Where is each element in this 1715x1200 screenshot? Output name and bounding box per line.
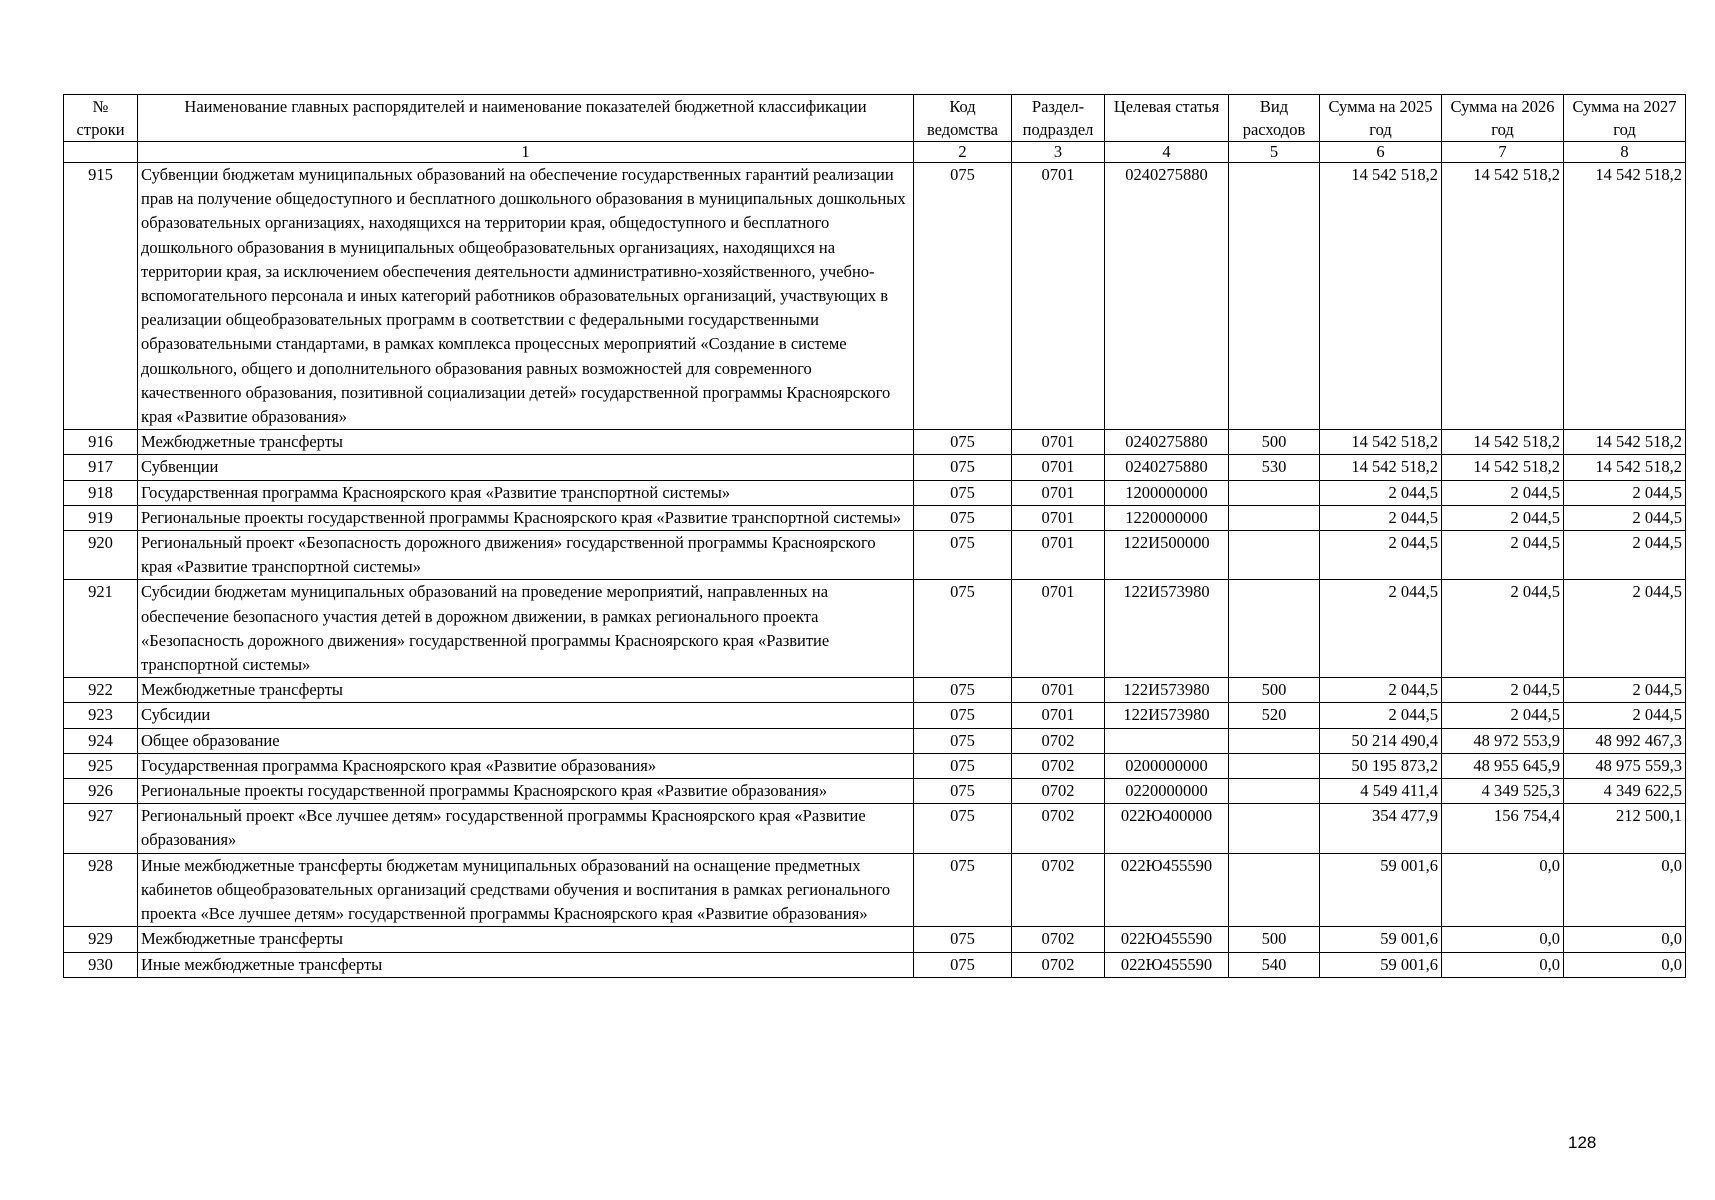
row-sum-2025: 2 044,5 (1320, 505, 1442, 530)
row-sum-2025: 59 001,6 (1320, 853, 1442, 927)
row-sum-2026: 2 044,5 (1442, 505, 1564, 530)
row-section-code: 0701 (1012, 580, 1105, 678)
row-section-code: 0701 (1012, 430, 1105, 455)
table-header (64, 95, 1686, 163)
table-row (64, 163, 1686, 430)
row-target-code: 122И573980 (1105, 678, 1229, 703)
row-name: Иные межбюджетные трансферты (138, 952, 914, 977)
row-dept-code: 075 (914, 853, 1012, 927)
column-number: 4 (1105, 142, 1229, 163)
row-sum-2027: 48 975 559,3 (1564, 753, 1686, 778)
row-number: 925 (64, 753, 138, 778)
row-section-code: 0702 (1012, 779, 1105, 804)
row-number: 917 (64, 455, 138, 480)
table-row (64, 678, 1686, 703)
column-number: 7 (1442, 142, 1564, 163)
row-name: Региональные проекты государственной программы Красноярского края «Развитие транспортной системы» (138, 505, 914, 530)
row-number: 922 (64, 678, 138, 703)
header-expense: Вид расходов (1229, 95, 1320, 142)
column-number (64, 142, 138, 163)
row-number: 919 (64, 505, 138, 530)
column-number-row (64, 142, 1686, 163)
row-sum-2026: 4 349 525,3 (1442, 779, 1564, 804)
row-sum-2025: 2 044,5 (1320, 480, 1442, 505)
row-section-code: 0701 (1012, 505, 1105, 530)
row-dept-code: 075 (914, 927, 1012, 952)
row-sum-2027: 14 542 518,2 (1564, 430, 1686, 455)
column-number: 5 (1229, 142, 1320, 163)
row-target-code: 1220000000 (1105, 505, 1229, 530)
row-expense-code: 500 (1229, 678, 1320, 703)
row-dept-code: 075 (914, 753, 1012, 778)
row-name: Общее образование (138, 728, 914, 753)
column-number: 6 (1320, 142, 1442, 163)
row-section-code: 0702 (1012, 853, 1105, 927)
table-row (64, 480, 1686, 505)
row-target-code: 0200000000 (1105, 753, 1229, 778)
row-name: Государственная программа Красноярского края «Развитие транспортной системы» (138, 480, 914, 505)
row-sum-2025: 59 001,6 (1320, 927, 1442, 952)
column-number: 3 (1012, 142, 1105, 163)
row-number: 924 (64, 728, 138, 753)
row-number: 916 (64, 430, 138, 455)
table-row (64, 728, 1686, 753)
row-sum-2027: 0,0 (1564, 952, 1686, 977)
header-section: Раздел-подраздел (1012, 95, 1105, 142)
row-section-code: 0701 (1012, 678, 1105, 703)
row-number: 915 (64, 163, 138, 430)
row-dept-code: 075 (914, 430, 1012, 455)
row-section-code: 0701 (1012, 480, 1105, 505)
row-expense-code: 500 (1229, 927, 1320, 952)
row-number: 918 (64, 480, 138, 505)
header-dept: Код ведомства (914, 95, 1012, 142)
row-sum-2027: 2 044,5 (1564, 531, 1686, 580)
row-sum-2027: 2 044,5 (1564, 580, 1686, 678)
row-sum-2025: 354 477,9 (1320, 804, 1442, 853)
row-name: Субвенции (138, 455, 914, 480)
row-target-code: 022Ю400000 (1105, 804, 1229, 853)
row-number: 928 (64, 853, 138, 927)
row-target-code: 1200000000 (1105, 480, 1229, 505)
row-name: Государственная программа Красноярского края «Развитие образования» (138, 753, 914, 778)
row-name: Межбюджетные трансферты (138, 927, 914, 952)
table-row (64, 505, 1686, 530)
row-section-code: 0702 (1012, 804, 1105, 853)
row-sum-2027: 48 992 467,3 (1564, 728, 1686, 753)
row-number: 927 (64, 804, 138, 853)
row-sum-2025: 59 001,6 (1320, 952, 1442, 977)
row-target-code: 0240275880 (1105, 430, 1229, 455)
row-sum-2026: 0,0 (1442, 952, 1564, 977)
row-dept-code: 075 (914, 678, 1012, 703)
row-name: Региональный проект «Безопасность дорожного движения» государственной программы Красноярского края «Развитие транспортной системы» (138, 531, 914, 580)
row-sum-2026: 2 044,5 (1442, 580, 1564, 678)
row-sum-2026: 2 044,5 (1442, 678, 1564, 703)
table-row (64, 430, 1686, 455)
row-expense-code (1229, 505, 1320, 530)
row-sum-2025: 2 044,5 (1320, 703, 1442, 728)
row-dept-code: 075 (914, 455, 1012, 480)
row-number: 930 (64, 952, 138, 977)
row-name: Субвенции бюджетам муниципальных образований на обеспечение государственных гарантий реализации прав на получение общедоступного и бесплатного дошкольного образования в муниципальных дошкольных образовательных организациях, находящихся на территории края, общедоступного и бесплатного дошкольного образования в муниципальных общеобразовательных организациях, находящихся на территории края, за исключением обеспечения деятельности административно-хозяйственного, учебно-вспомогательного персонала и иных категорий работников образовательных организаций, участвующих в реализации общеобразовательных программ в соответствии с федеральными государственными образовательными стандартами, в рамках комплекса процессных мероприятий «Создание в системе дошкольного, общего и дополнительного образования равных возможностей для современного качественного образования, позитивной социализации детей» государственной программы Красноярского края «Развитие образования» (138, 163, 914, 430)
row-sum-2025: 50 195 873,2 (1320, 753, 1442, 778)
row-expense-code (1229, 163, 1320, 430)
column-number: 8 (1564, 142, 1686, 163)
table-row (64, 952, 1686, 977)
row-sum-2027: 2 044,5 (1564, 703, 1686, 728)
row-dept-code: 075 (914, 505, 1012, 530)
row-dept-code: 075 (914, 163, 1012, 430)
row-sum-2027: 2 044,5 (1564, 678, 1686, 703)
row-sum-2025: 4 549 411,4 (1320, 779, 1442, 804)
row-sum-2027: 2 044,5 (1564, 480, 1686, 505)
table-row (64, 804, 1686, 853)
header-name: Наименование главных распорядителей и наименование показателей бюджетной классификации (138, 95, 914, 142)
header-target: Целевая статья (1105, 95, 1229, 142)
header-sum-2027: Сумма на 2027 год (1564, 95, 1686, 142)
row-sum-2026: 48 972 553,9 (1442, 728, 1564, 753)
row-sum-2026: 14 542 518,2 (1442, 455, 1564, 480)
row-sum-2026: 2 044,5 (1442, 703, 1564, 728)
row-expense-code (1229, 779, 1320, 804)
table-body (64, 163, 1686, 978)
row-sum-2027: 14 542 518,2 (1564, 163, 1686, 430)
row-expense-code: 500 (1229, 430, 1320, 455)
row-section-code: 0701 (1012, 455, 1105, 480)
row-expense-code (1229, 580, 1320, 678)
row-name: Региональный проект «Все лучшее детям» государственной программы Красноярского края «Развитие образования» (138, 804, 914, 853)
row-sum-2026: 14 542 518,2 (1442, 430, 1564, 455)
row-dept-code: 075 (914, 779, 1012, 804)
row-expense-code: 520 (1229, 703, 1320, 728)
row-sum-2027: 212 500,1 (1564, 804, 1686, 853)
row-sum-2026: 2 044,5 (1442, 480, 1564, 505)
row-name: Субсидии (138, 703, 914, 728)
row-expense-code (1229, 804, 1320, 853)
row-sum-2026: 0,0 (1442, 927, 1564, 952)
row-expense-code: 530 (1229, 455, 1320, 480)
row-target-code (1105, 728, 1229, 753)
row-dept-code: 075 (914, 580, 1012, 678)
row-sum-2027: 0,0 (1564, 927, 1686, 952)
row-section-code: 0702 (1012, 952, 1105, 977)
row-expense-code (1229, 753, 1320, 778)
row-section-code: 0702 (1012, 728, 1105, 753)
row-number: 929 (64, 927, 138, 952)
row-sum-2026: 2 044,5 (1442, 531, 1564, 580)
table-row (64, 779, 1686, 804)
row-section-code: 0701 (1012, 531, 1105, 580)
row-sum-2027: 2 044,5 (1564, 505, 1686, 530)
table-row (64, 753, 1686, 778)
row-sum-2025: 2 044,5 (1320, 531, 1442, 580)
row-section-code: 0702 (1012, 927, 1105, 952)
row-dept-code: 075 (914, 480, 1012, 505)
row-expense-code (1229, 480, 1320, 505)
row-target-code: 0220000000 (1105, 779, 1229, 804)
row-dept-code: 075 (914, 531, 1012, 580)
row-dept-code: 075 (914, 703, 1012, 728)
table-row (64, 531, 1686, 580)
row-sum-2027: 0,0 (1564, 853, 1686, 927)
row-sum-2025: 14 542 518,2 (1320, 163, 1442, 430)
row-sum-2026: 156 754,4 (1442, 804, 1564, 853)
header-row-no: № строки (64, 95, 138, 142)
row-expense-code (1229, 728, 1320, 753)
header-sum-2026: Сумма на 2026 год (1442, 95, 1564, 142)
row-name: Региональные проекты государственной программы Красноярского края «Развитие образования» (138, 779, 914, 804)
row-name: Межбюджетные трансферты (138, 678, 914, 703)
row-section-code: 0701 (1012, 703, 1105, 728)
row-expense-code: 540 (1229, 952, 1320, 977)
row-name: Межбюджетные трансферты (138, 430, 914, 455)
row-sum-2025: 50 214 490,4 (1320, 728, 1442, 753)
row-sum-2027: 14 542 518,2 (1564, 455, 1686, 480)
row-target-code: 122И573980 (1105, 703, 1229, 728)
row-sum-2026: 0,0 (1442, 853, 1564, 927)
row-sum-2026: 48 955 645,9 (1442, 753, 1564, 778)
row-target-code: 022Ю455590 (1105, 927, 1229, 952)
row-target-code: 122И573980 (1105, 580, 1229, 678)
row-number: 926 (64, 779, 138, 804)
row-name: Иные межбюджетные трансферты бюджетам муниципальных образований на оснащение предметных кабинетов общеобразовательных организаций средствами обучения и воспитания в рамках регионального проекта «Все лучшее детям» государственной программы Красноярского края «Развитие образования» (138, 853, 914, 927)
row-target-code: 022Ю455590 (1105, 853, 1229, 927)
row-sum-2025: 2 044,5 (1320, 678, 1442, 703)
row-expense-code (1229, 853, 1320, 927)
row-dept-code: 075 (914, 728, 1012, 753)
row-target-code: 122И500000 (1105, 531, 1229, 580)
row-section-code: 0701 (1012, 163, 1105, 430)
row-section-code: 0702 (1012, 753, 1105, 778)
row-sum-2025: 14 542 518,2 (1320, 430, 1442, 455)
row-number: 923 (64, 703, 138, 728)
row-name: Субсидии бюджетам муниципальных образований на проведение мероприятий, направленных на обеспечение безопасного участия детей в дорожном движении, в рамках регионального проекта «Безопасность дорожного движения» государственной программы Красноярского края «Развитие транспортной системы» (138, 580, 914, 678)
row-target-code: 0240275880 (1105, 163, 1229, 430)
row-sum-2025: 14 542 518,2 (1320, 455, 1442, 480)
header-sum-2025: Сумма на 2025 год (1320, 95, 1442, 142)
column-number: 1 (138, 142, 914, 163)
table-row (64, 703, 1686, 728)
row-sum-2027: 4 349 622,5 (1564, 779, 1686, 804)
table-row (64, 927, 1686, 952)
table-row (64, 455, 1686, 480)
table-row (64, 853, 1686, 927)
row-number: 920 (64, 531, 138, 580)
column-number: 2 (914, 142, 1012, 163)
row-dept-code: 075 (914, 952, 1012, 977)
row-target-code: 022Ю455590 (1105, 952, 1229, 977)
table-row (64, 580, 1686, 678)
row-dept-code: 075 (914, 804, 1012, 853)
row-number: 921 (64, 580, 138, 678)
row-target-code: 0240275880 (1105, 455, 1229, 480)
row-expense-code (1229, 531, 1320, 580)
row-sum-2026: 14 542 518,2 (1442, 163, 1564, 430)
page-number: 128 (1568, 1133, 1597, 1152)
row-sum-2025: 2 044,5 (1320, 580, 1442, 678)
budget-table (63, 94, 1686, 978)
